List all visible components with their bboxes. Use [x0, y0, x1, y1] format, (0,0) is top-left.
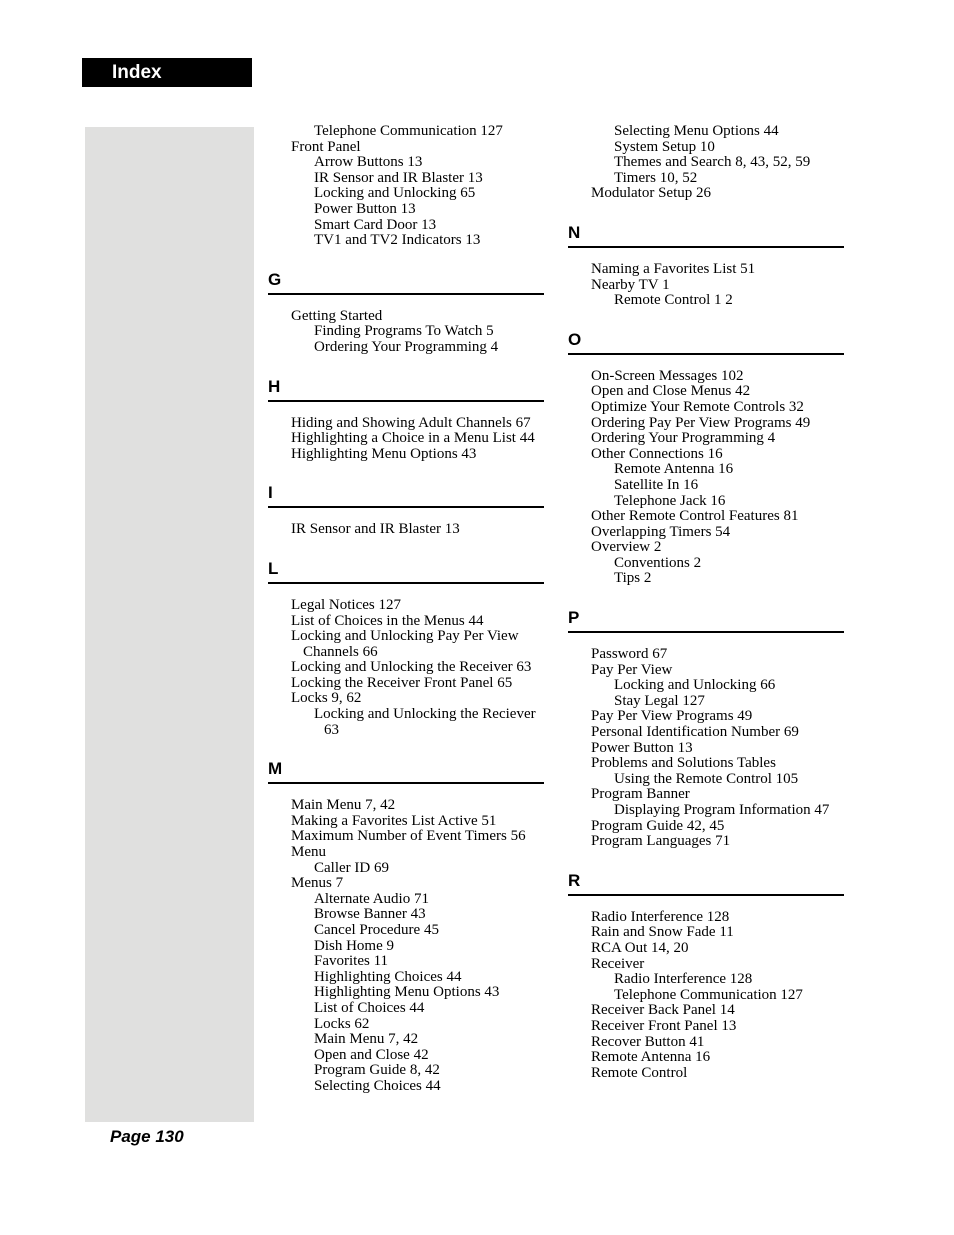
index-entry: Other Connections 16 [591, 445, 723, 462]
index-entry: Ordering Your Programming 4 [314, 338, 499, 355]
index-entry: Locking the Receiver Front Panel 65 [291, 674, 513, 691]
index-entry: Browse Banner 43 [314, 906, 426, 923]
index-entry: Nearby TV 1 [591, 276, 670, 293]
section-heading-p: P [568, 607, 844, 633]
index-entry: Program Languages 71 [591, 833, 731, 850]
index-entry: Remote Control 1 2 [614, 292, 733, 309]
section-heading-i: I [268, 482, 544, 508]
index-entry: System Setup 10 [614, 138, 715, 155]
index-entry: Program Guide 42, 45 [591, 817, 725, 834]
index-entry: Favorites 11 [314, 953, 389, 970]
index-entry: Menu [291, 844, 326, 861]
index-entry: Highlighting a Choice in a Menu List 44 [291, 430, 535, 447]
index-header [82, 58, 252, 87]
index-entry: Power Button 13 [314, 200, 416, 217]
index-entry: Remote Antenna 16 [591, 1049, 711, 1066]
header-title: Index [112, 62, 162, 83]
section-heading-n: N [568, 222, 844, 248]
index-entry: Problems and Solutions Tables [591, 755, 776, 772]
index-entry: Alternate Audio 71 [314, 890, 429, 907]
index-entry: Receiver Front Panel 13 [591, 1017, 737, 1034]
index-entry: On-Screen Messages 102 [591, 367, 744, 384]
index-entry: Maximum Number of Event Timers 56 [291, 828, 526, 845]
index-entry: Locking and Unlocking the Receiver 63 [291, 659, 532, 676]
index-entry: Locking and Unlocking 65 [314, 185, 476, 202]
index-entry: Displaying Program Information 47 [614, 802, 830, 818]
index-entry: Ordering Pay Per View Programs 49 [591, 414, 811, 431]
index-entry: Selecting Choices 44 [314, 1077, 441, 1094]
index-entry: Finding Programs To Watch 5 [314, 323, 494, 340]
index-entry: Locking and Unlocking 66 [614, 677, 776, 694]
index-entry: Timers 10, 52 [614, 169, 698, 186]
index-entry: Front Panel [291, 138, 361, 155]
section-heading-r: R [568, 870, 844, 896]
index-entry: Stay Legal 127 [614, 692, 705, 709]
index-entry: List of Choices in the Menus 44 [291, 612, 484, 629]
index-entry: Locking and Unlocking Pay Per View [291, 628, 519, 645]
index-entry: Highlighting Menu Options 43 [314, 984, 500, 1001]
side-band [85, 127, 254, 1122]
index-entry: Remote Control [591, 1064, 688, 1081]
index-entry: Menus 7 [291, 875, 344, 892]
index-entry: Open and Close 42 [314, 1046, 429, 1063]
index-entry: Conventions 2 [614, 554, 702, 571]
index-entry: Pay Per View [591, 661, 673, 678]
index-entry: RCA Out 14, 20 [591, 939, 689, 956]
index-entry: Other Remote Control Features 81 [591, 508, 799, 525]
section-heading-m: M [268, 758, 544, 784]
index-entry: Pay Per View Programs 49 [591, 708, 753, 725]
index-entry: Rain and Snow Fade 11 [591, 924, 734, 941]
index-entry: List of Choices 44 [314, 999, 425, 1016]
index-entry: Program Guide 8, 42 [314, 1062, 440, 1079]
index-entry: Ordering Your Programming 4 [591, 430, 776, 447]
index-entry: Using the Remote Control 105 [614, 770, 799, 787]
section-heading-h: H [268, 376, 544, 402]
index-entry: Dish Home 9 [314, 937, 394, 954]
index-entry: Satellite In 16 [614, 476, 699, 493]
index-entry: Channels 66 [303, 643, 378, 660]
section-heading-l: L [268, 558, 544, 584]
index-entry: Making a Favorites List Active 51 [291, 812, 497, 829]
index-entry: Receiver [591, 955, 645, 972]
index-entry: Overlapping Timers 54 [591, 523, 731, 540]
index-entry: Main Menu 7, 42 [314, 1031, 419, 1048]
index-entry: TV1 and TV2 Indicators 13 [314, 232, 481, 249]
index-entry: Selecting Menu Options 44 [614, 123, 779, 139]
index-entry: Locking and Unlocking the Reciever [314, 706, 536, 723]
index-column-right [568, 124, 844, 1081]
index-entry: Locks 9, 62 [291, 690, 362, 707]
index-entry: Recover Button 41 [591, 1033, 705, 1050]
index-entry: Locks 62 [314, 1015, 370, 1032]
index-entry: Telephone Communication 127 [314, 123, 503, 139]
index-entry: Power Button 13 [591, 739, 693, 756]
index-entry: Telephone Communication 127 [614, 986, 803, 1003]
index-entry: Optimize Your Remote Controls 32 [591, 398, 804, 415]
index-entry: Cancel Procedure 45 [314, 922, 439, 938]
index-entry: Open and Close Menus 42 [591, 383, 751, 400]
index-entry: Program Banner [591, 786, 690, 803]
index-entry: Caller ID 69 [314, 859, 389, 876]
index-entry: Main Menu 7, 42 [291, 797, 396, 814]
index-entry: Legal Notices 127 [291, 596, 401, 613]
index-entry: Themes and Search 8, 43, 52, 59 [614, 154, 811, 171]
index-entry: Arrow Buttons 13 [314, 154, 423, 171]
index-entry: Remote Antenna 16 [614, 461, 734, 478]
section-heading-g: G [268, 269, 544, 295]
index-entry: Radio Interference 128 [614, 971, 753, 988]
index-entry: Modulator Setup 26 [591, 185, 711, 202]
index-entry: Hiding and Showing Adult Channels 67 [291, 414, 531, 431]
index-entry: Password 67 [591, 646, 668, 663]
index-entry: Receiver Back Panel 14 [591, 1002, 735, 1019]
index-entry: IR Sensor and IR Blaster 13 [314, 169, 483, 186]
index-entry: Telephone Jack 16 [614, 492, 726, 509]
index-entry: Highlighting Menu Options 43 [291, 445, 477, 462]
index-entry: Smart Card Door 13 [314, 216, 437, 233]
index-column-left [268, 124, 544, 1095]
page-number: Page 130 [110, 1127, 184, 1146]
index-entry: Highlighting Choices 44 [314, 968, 462, 985]
index-entry: Radio Interference 128 [591, 908, 730, 925]
index-entry: Getting Started [291, 307, 383, 324]
index-entry: Overview 2 [591, 539, 662, 556]
index-entry: Naming a Favorites List 51 [591, 260, 756, 277]
section-heading-o: O [568, 329, 844, 355]
index-entry: Tips 2 [614, 570, 652, 587]
index-entry: Personal Identification Number 69 [591, 724, 799, 741]
index-entry: IR Sensor and IR Blaster 13 [291, 521, 460, 538]
index-entry: 63 [324, 721, 339, 738]
